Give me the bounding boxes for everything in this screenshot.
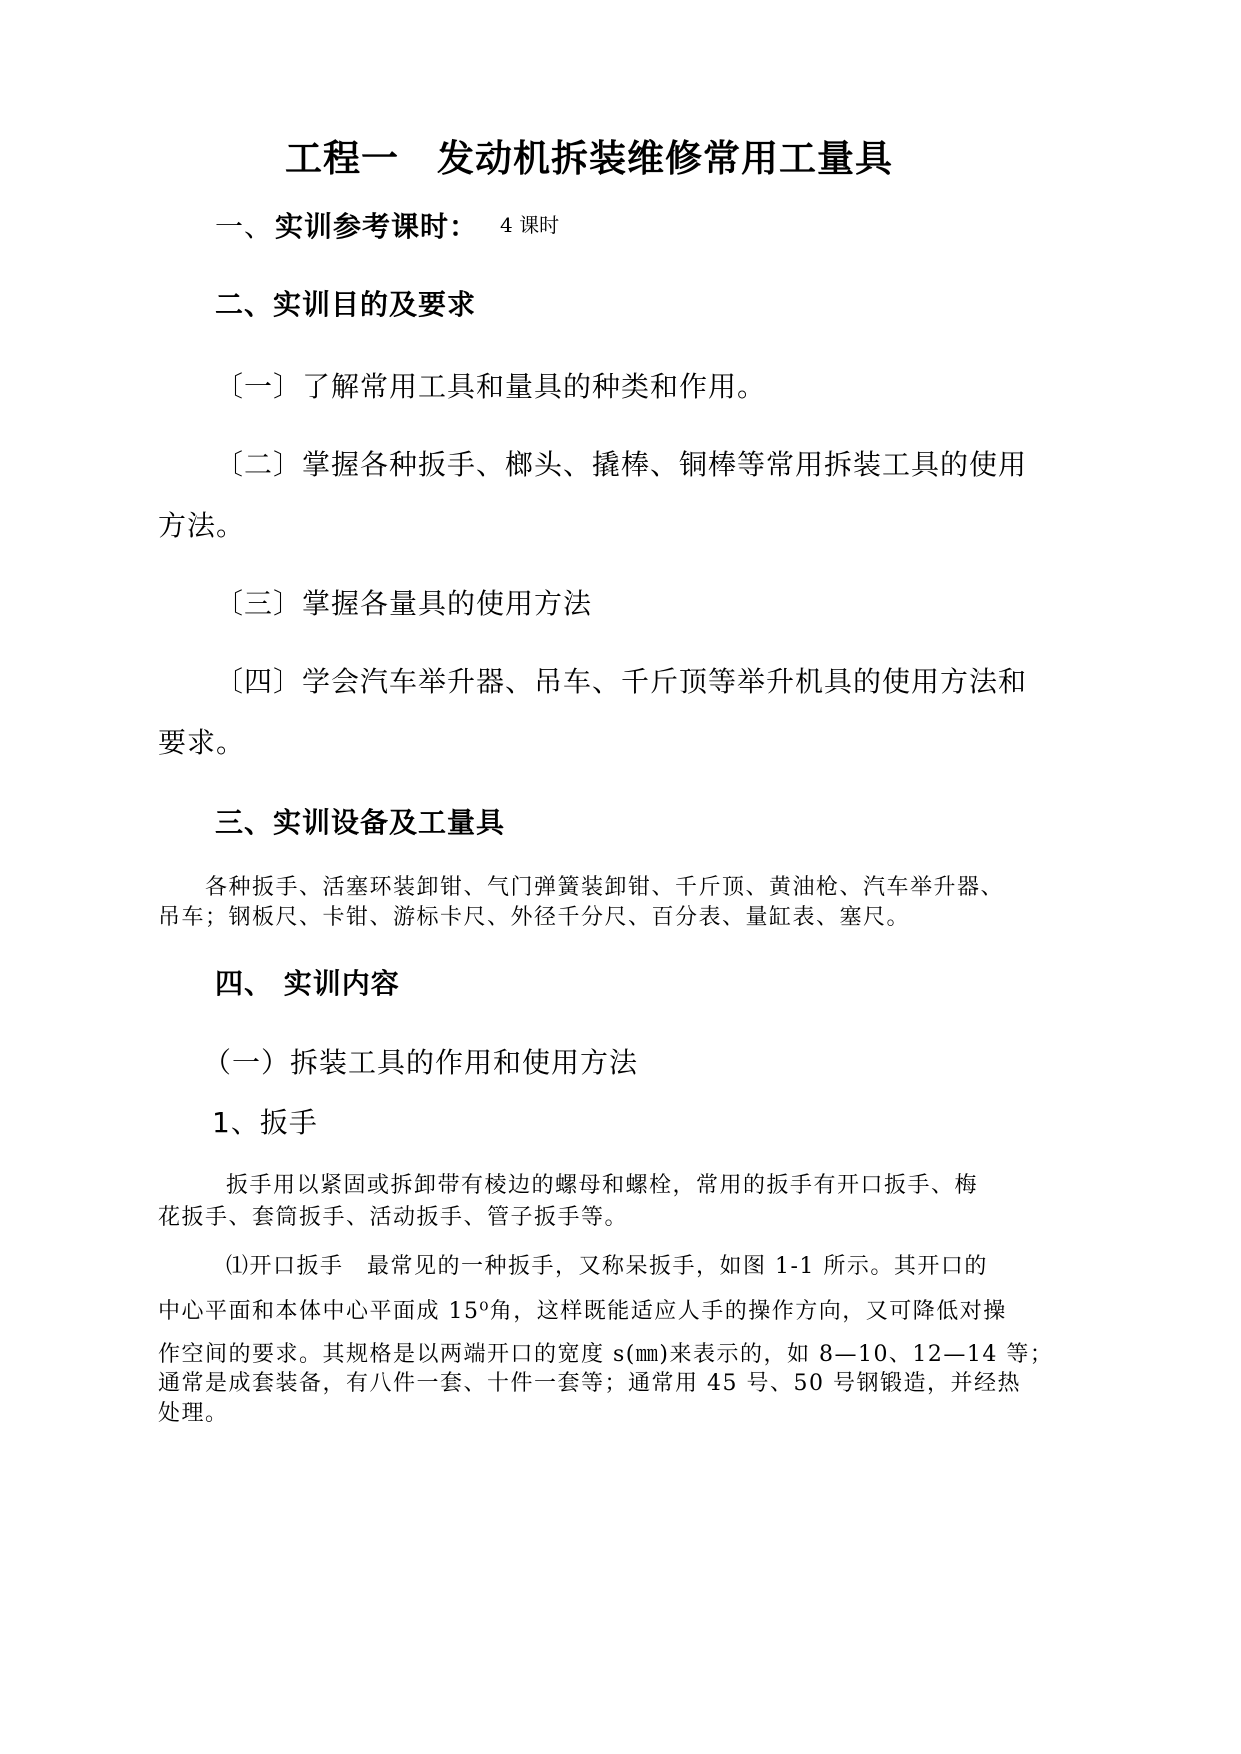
section1-value: 4 课时 — [500, 213, 560, 237]
para2-line-5: 处理。 — [158, 1401, 229, 1426]
para1-line-2: 花扳手、套筒扳手、活动扳手、管子扳手等。 — [158, 1205, 629, 1230]
para2-line-2: 中心平面和本体中心平面成 15⁰角，这样既能适应人手的操作方向，又可降低对操 — [158, 1299, 1007, 1324]
section2-heading: 二、实训目的及要求 — [215, 288, 477, 321]
objective-2: 〔二〕掌握各种扳手、榔头、撬棒、铜棒等常用拆装工具的使用 — [215, 448, 1028, 481]
equipment-line-1: 各种扳手、活塞环装卸钳、气门弹簧装卸钳、千斤顶、黄油枪、汽车举升器、 — [205, 875, 1005, 900]
para2-line-3: 作空间的要求。其规格是以两端开口的宽度 s(㎜)来表示的，如 8—10、12—14 等； — [158, 1342, 1054, 1367]
para2-line-4: 通常是成套装备，有八件一套、十件一套等；通常用 45 号、50 号钢锻造，并经热 — [158, 1371, 1021, 1396]
objective-1: 〔一〕了解常用工具和量具的种类和作用。 — [215, 370, 767, 403]
equipment-line-2: 吊车；钢板尺、卡钳、游标卡尺、外径千分尺、百分表、量缸表、塞尺。 — [158, 905, 911, 930]
page-title: 工程一 发动机拆装维修常用工量具 — [285, 137, 893, 180]
objective-4-cont: 要求。 — [158, 726, 246, 759]
section4-heading: 四、 实训内容 — [215, 967, 400, 1000]
section1-label: 实训参考课时： — [275, 210, 479, 243]
section1-number: 一、 — [215, 210, 274, 243]
section4-subheading: （一）拆装工具的作用和使用方法 — [203, 1046, 639, 1079]
para1-line-1: 扳手用以紧固或拆卸带有棱边的螺母和螺栓，常用的扳手有开口扳手、梅 — [226, 1173, 979, 1198]
para2-line-1: ⑴开口扳手 最常见的一种扳手，又称呆扳手，如图 1-1 所示。其开口的 — [226, 1254, 988, 1279]
item-title-wrench: 1、扳手 — [212, 1106, 318, 1139]
objective-4: 〔四〕学会汽车举升器、吊车、千斤顶等举升机具的使用方法和 — [215, 665, 1028, 698]
section3-heading: 三、实训设备及工量具 — [215, 806, 506, 839]
objective-3: 〔三〕掌握各量具的使用方法 — [215, 587, 593, 620]
objective-2-cont: 方法。 — [158, 509, 246, 542]
